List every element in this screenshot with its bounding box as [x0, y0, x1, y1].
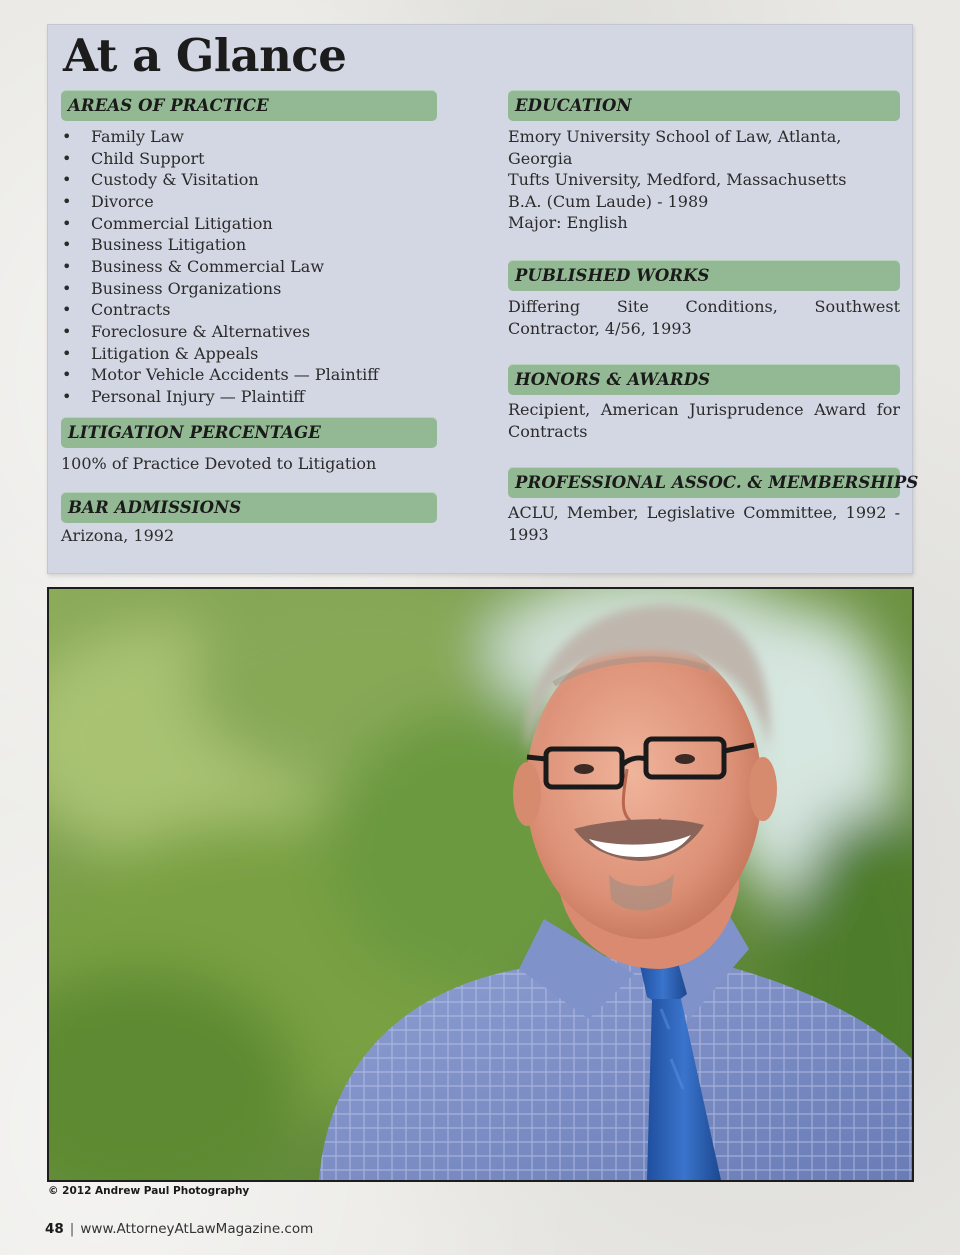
education-heading-bar	[508, 90, 900, 121]
at-a-glance-panel	[47, 24, 919, 574]
professional-associations-heading-bar	[508, 467, 919, 498]
published-works-heading-bar	[508, 260, 900, 291]
education-list	[508, 126, 900, 234]
bullet-icon: •	[62, 278, 72, 298]
bullet-icon: •	[62, 170, 72, 190]
bullet-icon: •	[62, 127, 72, 146]
page-title: At a Glance	[63, 29, 347, 82]
education-line: Emory University School of Law, Atlanta, Georgia	[508, 127, 842, 168]
bullet-icon: •	[62, 191, 72, 211]
published-works-heading: PUBLISHED WORKS	[515, 265, 710, 285]
page-number: 48	[45, 1221, 64, 1237]
bar-admissions-heading-bar	[61, 492, 437, 523]
portrait-illustration	[49, 589, 912, 1180]
list-item: • Business Litigation	[62, 235, 247, 255]
list-item: • Foreclosure & Alternatives	[62, 321, 311, 341]
list-item: • Custody & Visitation	[62, 170, 259, 190]
bullet-icon: •	[62, 300, 72, 320]
list-item: • Personal Injury — Plaintiff	[62, 386, 305, 406]
litigation-percentage-heading: LITIGATION PERCENTAGE	[68, 422, 321, 442]
right-column	[508, 90, 919, 546]
bar-admissions-text: Arizona, 1992	[61, 526, 175, 546]
bullet-icon: •	[62, 386, 72, 406]
footer-separator: |	[69, 1221, 75, 1237]
photo-credit: © 2012 Andrew Paul Photography	[48, 1185, 250, 1197]
bar-admissions-heading: BAR ADMISSIONS	[68, 498, 242, 518]
areas-of-practice-list	[61, 126, 437, 408]
list-item: • Divorce	[62, 191, 154, 211]
education-line: Tufts University, Medford, Massachusetts	[508, 170, 847, 190]
list-item: • Litigation & Appeals	[62, 343, 259, 363]
list-item: • Motor Vehicle Accidents — Plaintiff	[62, 365, 379, 385]
list-item: • Business Organizations	[62, 278, 282, 298]
bullet-icon: •	[62, 213, 72, 233]
list-item: • Business & Commercial Law	[62, 256, 325, 276]
list-item: • Family Law	[62, 127, 184, 146]
honors-awards-text: Recipient, American Jurisprudence Award for Contracts	[508, 400, 900, 441]
bullet-icon: •	[62, 343, 72, 363]
published-works-text: Differing Site Conditions, Southwest Contractor, 4/56, 1993	[508, 296, 900, 338]
page-footer	[45, 1221, 313, 1237]
attorney-portrait-photo	[47, 587, 914, 1182]
litigation-percentage-text: 100% of Practice Devoted to Litigation	[61, 453, 377, 473]
areas-of-practice-heading-bar	[61, 90, 437, 121]
areas-of-practice-heading: AREAS OF PRACTICE	[68, 96, 269, 115]
honors-awards-heading: HONORS & AWARDS	[515, 370, 711, 390]
litigation-percentage-heading-bar	[61, 417, 437, 448]
professional-associations-text: ACLU, Member, Legislative Committee, 1992 - 1993	[508, 503, 900, 544]
left-column	[61, 90, 437, 547]
list-item: • Child Support	[62, 148, 205, 168]
website-link[interactable]: www.AttorneyAtLawMagazine.com	[80, 1221, 314, 1237]
honors-awards-heading-bar	[508, 364, 900, 395]
education-heading: EDUCATION	[515, 96, 632, 115]
bullet-icon: •	[62, 235, 72, 255]
professional-associations-heading: PROFESSIONAL ASSOC. & MEMBERSHIPS	[515, 473, 919, 493]
bullet-icon: •	[62, 148, 72, 168]
bullet-icon: •	[62, 365, 72, 385]
education-line: B.A. (Cum Laude) - 1989	[508, 191, 709, 211]
list-item: • Contracts	[62, 300, 171, 320]
education-line: Major: English	[508, 213, 628, 233]
bullet-icon: •	[62, 321, 72, 341]
list-item: • Commercial Litigation	[62, 213, 273, 233]
bullet-icon: •	[62, 256, 72, 276]
